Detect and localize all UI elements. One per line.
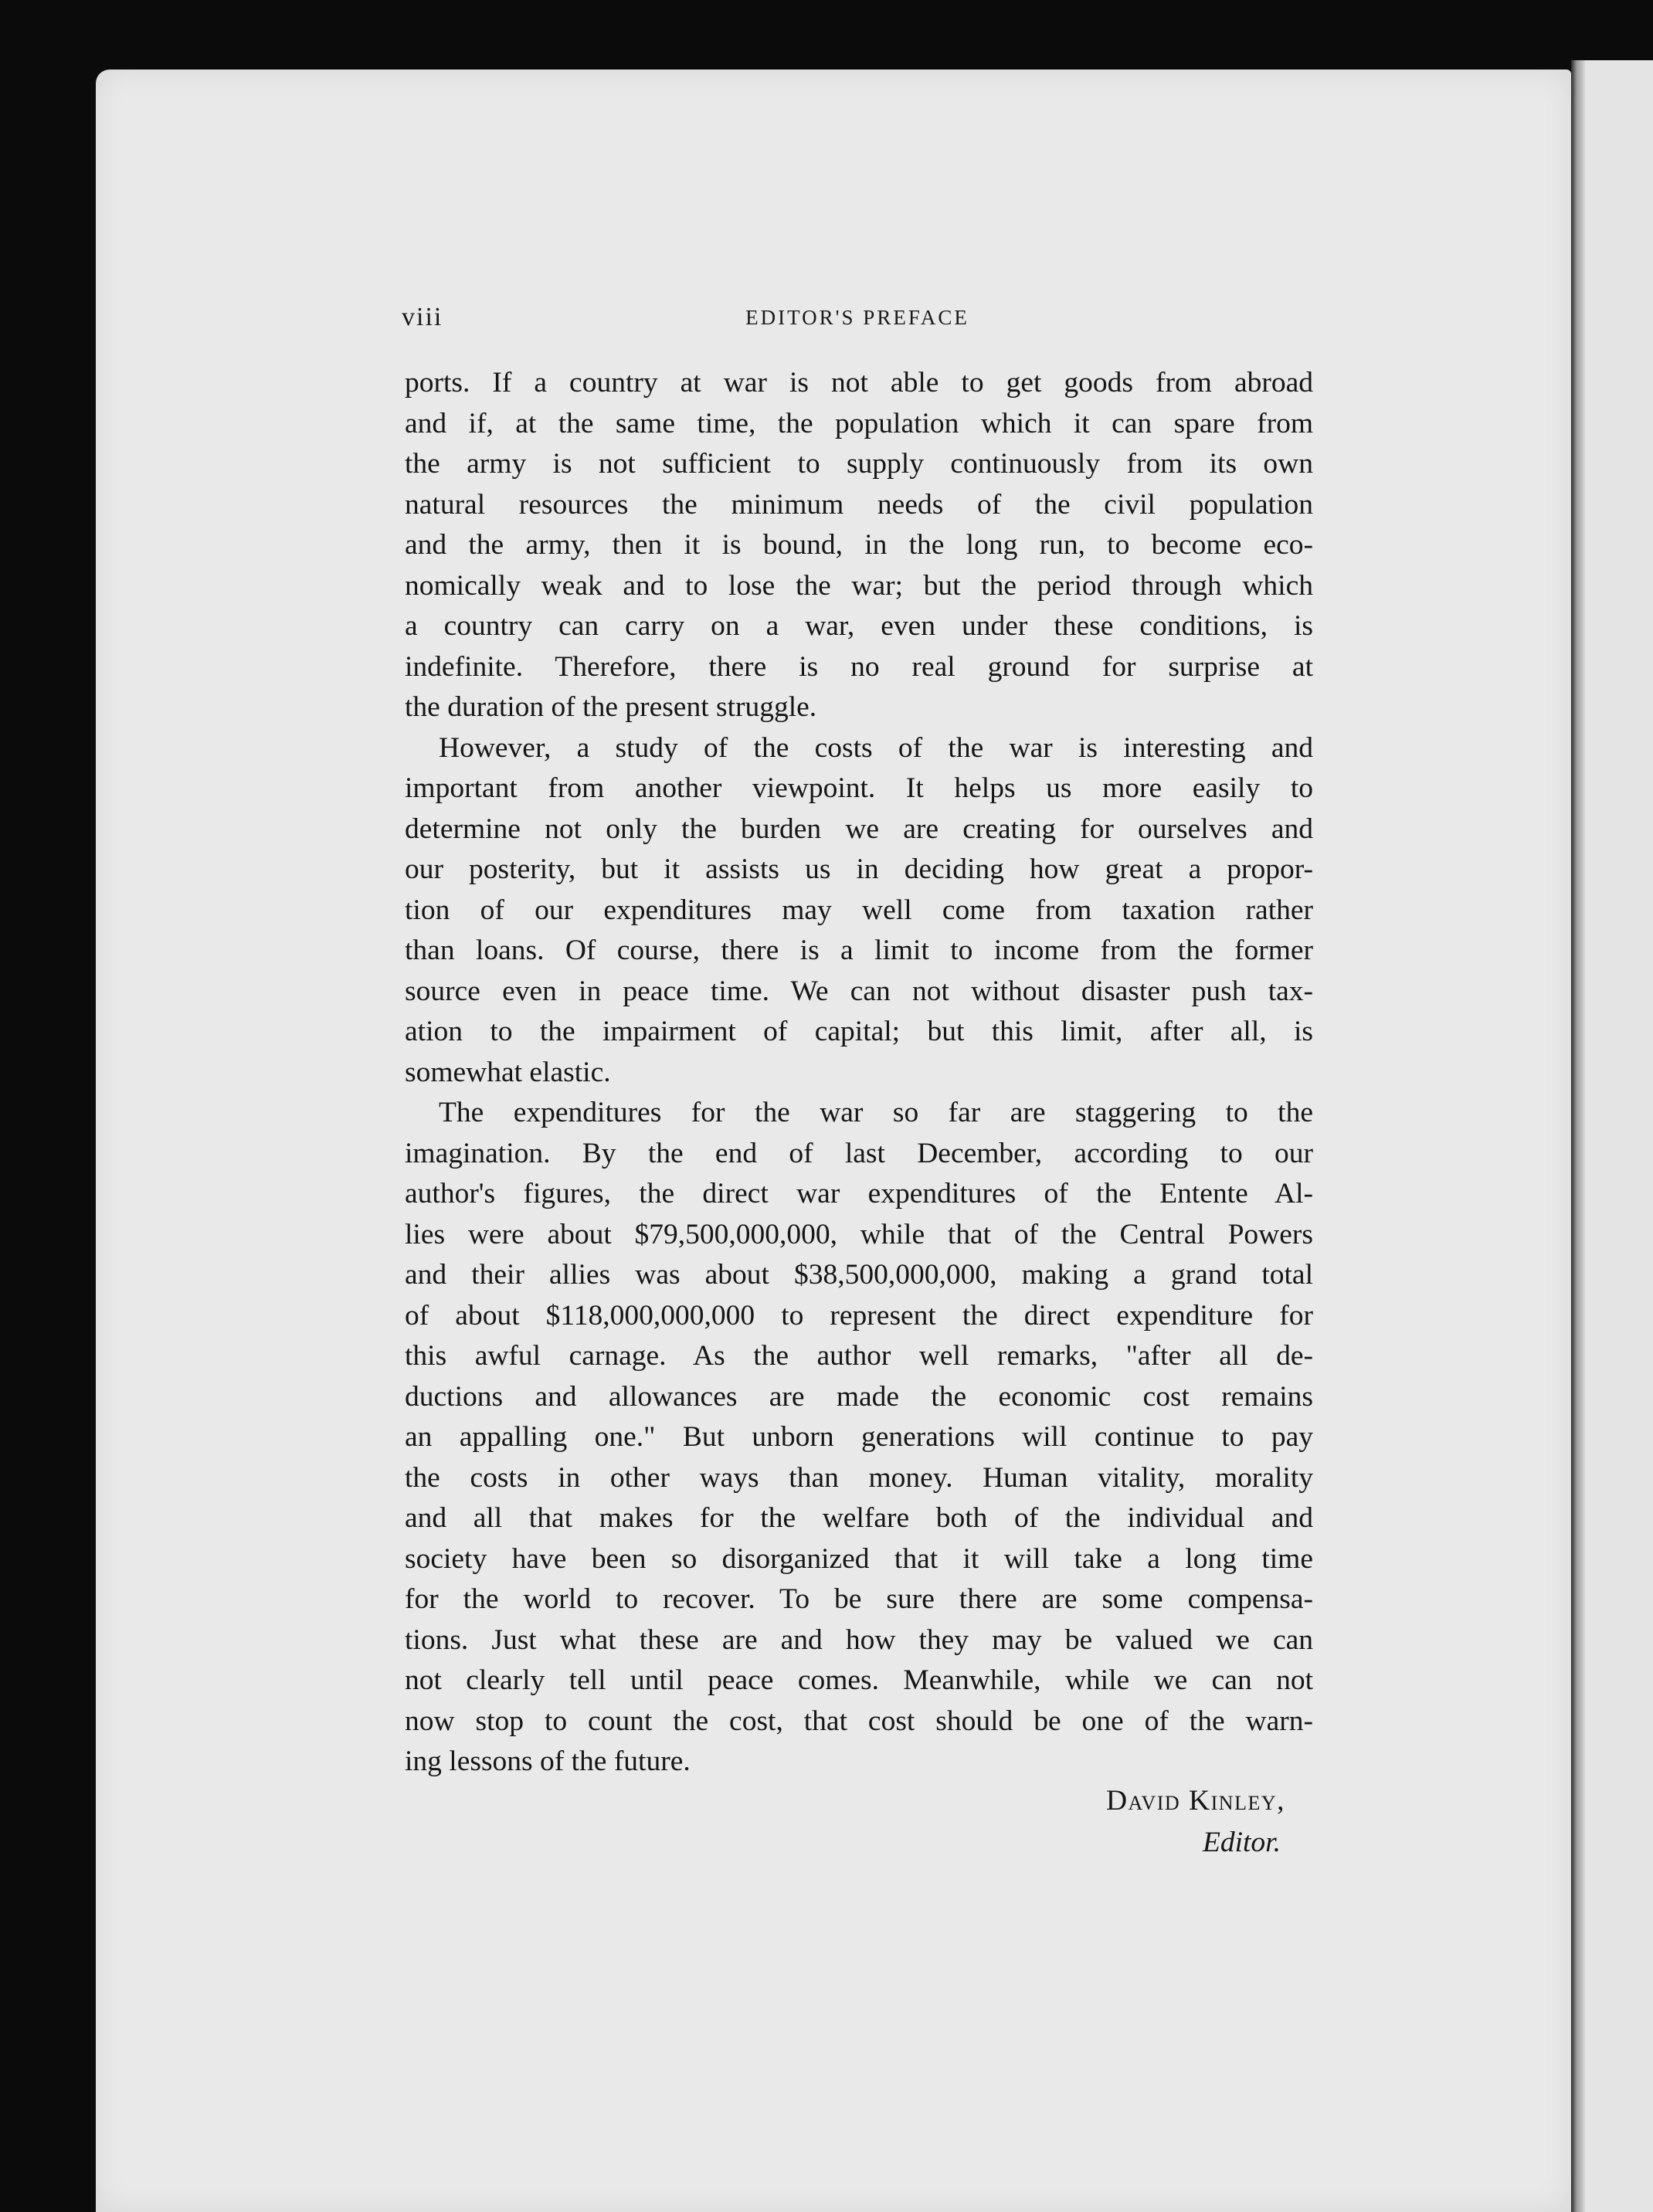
page-number: viii xyxy=(402,303,443,331)
text-line: nomically weak and to lose the war; but the period through which xyxy=(405,569,1313,602)
preface-body xyxy=(405,363,1313,1783)
text-line: imagination. By the end of last December, according to our xyxy=(405,1137,1313,1169)
signature-name: David Kinley, xyxy=(1105,1785,1285,1817)
text-line: and the army, then it is bound, in the long run, to become eco- xyxy=(405,529,1313,561)
facing-page-edge xyxy=(1585,60,1653,2212)
text-line: a country can carry on a war, even under these conditions, is xyxy=(405,610,1313,642)
text-line: of about $118,000,000,000 to represent the direct expenditure for xyxy=(405,1299,1313,1332)
text-line: ation to the impairment of capital; but this limit, after all, is xyxy=(405,1016,1313,1047)
text-line: an appalling one." But unborn generations will continue to pay xyxy=(405,1421,1313,1453)
book-gutter xyxy=(1571,60,1585,2212)
text-line: tion of our expenditures may well come from taxation rather xyxy=(405,894,1313,926)
paragraph-start-line: The expenditures for the war so far are staggering to the xyxy=(439,1097,1313,1128)
signature-block xyxy=(1106,1780,1285,1864)
paragraph-end-line: the duration of the present struggle. xyxy=(405,691,817,723)
text-line: determine not only the burden we are creating for ourselves and xyxy=(405,813,1313,845)
text-line: now stop to count the cost, that cost should be one of the warn- xyxy=(405,1705,1313,1737)
paragraph-end-line: somewhat elastic. xyxy=(405,1056,611,1088)
text-line: indefinite. Therefore, there is no real ground for surprise at xyxy=(405,650,1313,683)
text-line: important from another viewpoint. It helps us more easily to xyxy=(405,772,1313,804)
text-line: our posterity, but it assists us in deciding how great a propor- xyxy=(405,853,1313,885)
text-line: lies were about $79,500,000,000, while that of the Central Powers xyxy=(405,1218,1313,1250)
text-line: and if, at the same time, the population which it can spare from xyxy=(405,407,1313,439)
text-line: not clearly tell until peace comes. Meanwhile, while we can not xyxy=(405,1664,1313,1696)
text-line: and their allies was about $38,500,000,000, making a grand total xyxy=(405,1259,1313,1291)
running-head-title: EDITOR'S PREFACE xyxy=(745,306,969,329)
text-line: the costs in other ways than money. Human vitality, morality xyxy=(405,1461,1313,1494)
paragraph-end-line: ing lessons of the future. xyxy=(405,1746,691,1777)
text-line: and all that makes for the welfare both of the individual and xyxy=(405,1502,1313,1534)
text-line: natural resources the minimum needs of the civil population xyxy=(405,488,1313,521)
text-line: tions. Just what these are and how they may be valued we can xyxy=(405,1623,1313,1656)
running-head xyxy=(402,303,1313,334)
text-line: source even in peace time. We can not without disaster push tax- xyxy=(405,975,1313,1007)
text-line: ductions and allowances are made the economic cost remains xyxy=(405,1380,1313,1413)
text-line: the army is not sufficient to supply continuously from its own xyxy=(405,448,1313,480)
text-line: ports. If a country at war is not able to get goods from abroad xyxy=(405,367,1313,399)
text-line: society have been so disorganized that it will take a long time xyxy=(405,1542,1313,1575)
signature-role: Editor. xyxy=(1202,1827,1281,1858)
paragraph-start-line: However, a study of the costs of the war is interesting and xyxy=(439,731,1313,764)
text-line: author's figures, the direct war expenditures of the Entente Al- xyxy=(405,1178,1313,1209)
text-line: this awful carnage. As the author well remarks, "after all de- xyxy=(405,1340,1313,1372)
text-line: for the world to recover. To be sure there are some compensa- xyxy=(405,1583,1313,1615)
text-line: than loans. Of course, there is a limit to income from the former xyxy=(405,935,1313,966)
